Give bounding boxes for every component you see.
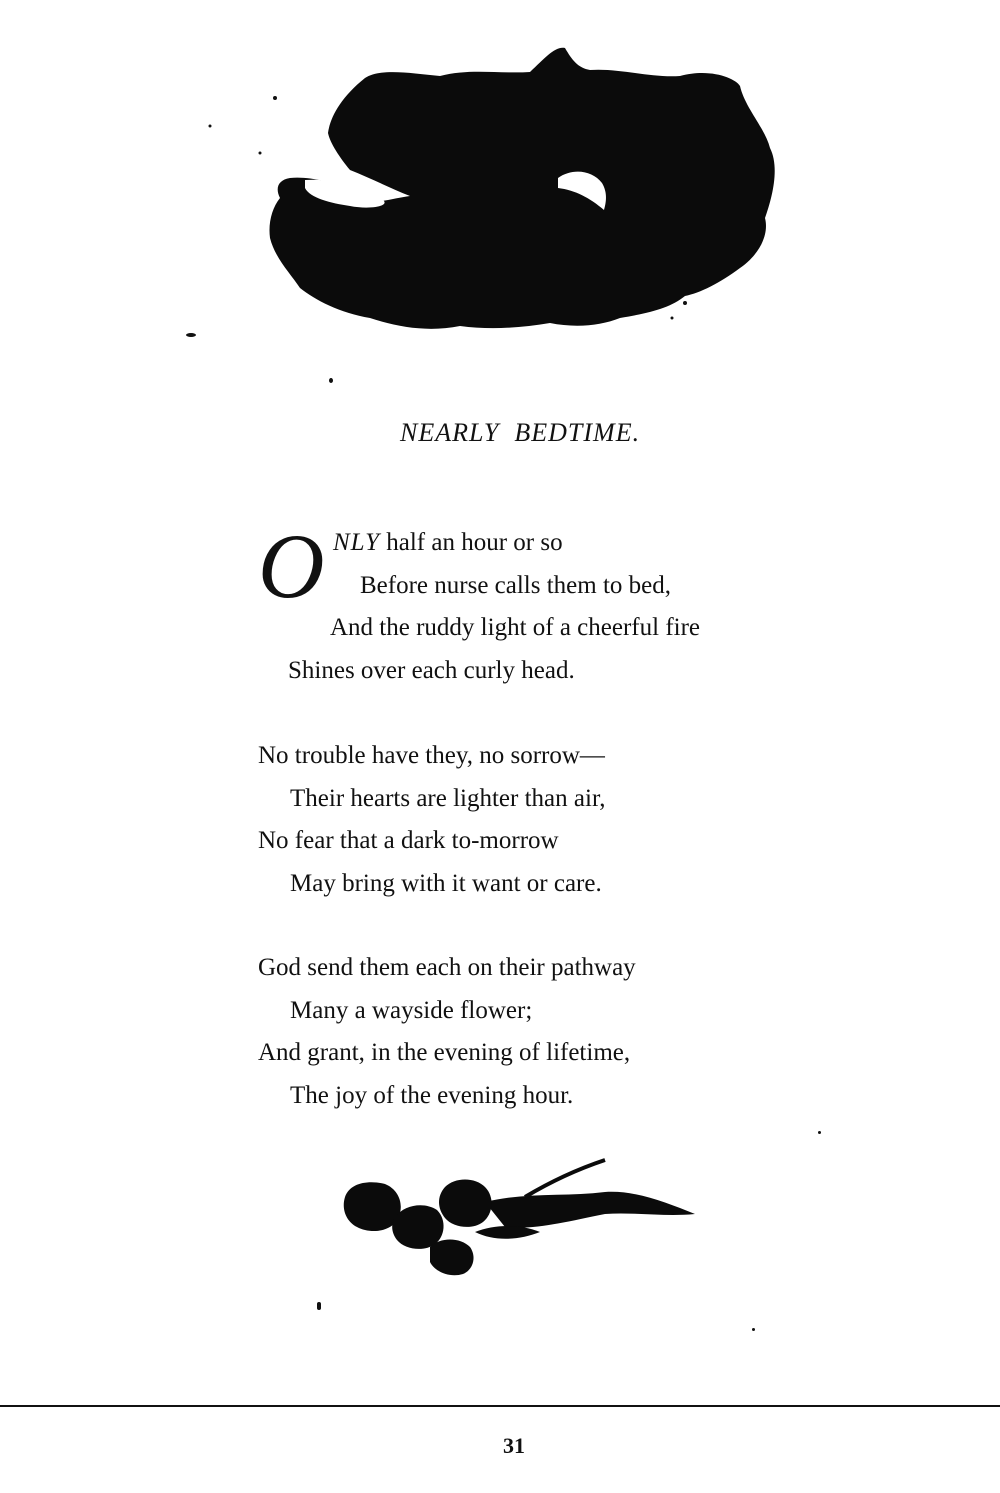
poem-line: Before nurse calls them to bed, [360,572,672,599]
rose-stem [485,1192,695,1228]
speck [752,1328,755,1331]
rose-stem-upper [525,1160,605,1197]
speck [317,1302,321,1310]
poem-title: NEARLY BEDTIME. [400,418,641,447]
poem-line: No trouble have they, no sorrow— [258,742,605,769]
poem-line: Many a wayside flower; [290,997,533,1024]
speck [671,317,674,320]
speck [818,1131,821,1134]
poem-line: The joy of the evening hour. [290,1082,574,1109]
speck [186,333,196,337]
speck [329,378,333,383]
footer-rule [0,1405,1000,1407]
first-line-caps: NLY [333,529,380,556]
poem-line: Shines over each curly head. [288,657,575,684]
poem-line [333,528,563,558]
footer-roses-illustration [335,1152,700,1282]
rose-bloom-icon [439,1180,492,1227]
poem-line: And grant, in the evening of lifetime, [258,1039,631,1066]
rose-bloom-icon [344,1182,401,1231]
drop-cap: O [258,515,325,617]
poem-line: No fear that a dark to-morrow [258,827,559,854]
poem-line: Their hearts are lighter than air, [290,785,606,812]
first-line-rest: half an hour or so [379,529,563,556]
page-number: 31 [503,1433,525,1458]
poem-line: May bring with it want or care. [290,870,602,897]
poem-line: God send them each on their pathway [258,954,636,981]
header-cloud-illustration [180,38,780,348]
rose-leaves [475,1226,540,1239]
speck [209,125,212,128]
poem-line: And the ruddy light of a cheerful fire [330,614,701,641]
rose-bloom-icon [430,1240,474,1276]
speck [683,301,687,305]
speck [273,96,277,100]
speck [259,152,262,155]
